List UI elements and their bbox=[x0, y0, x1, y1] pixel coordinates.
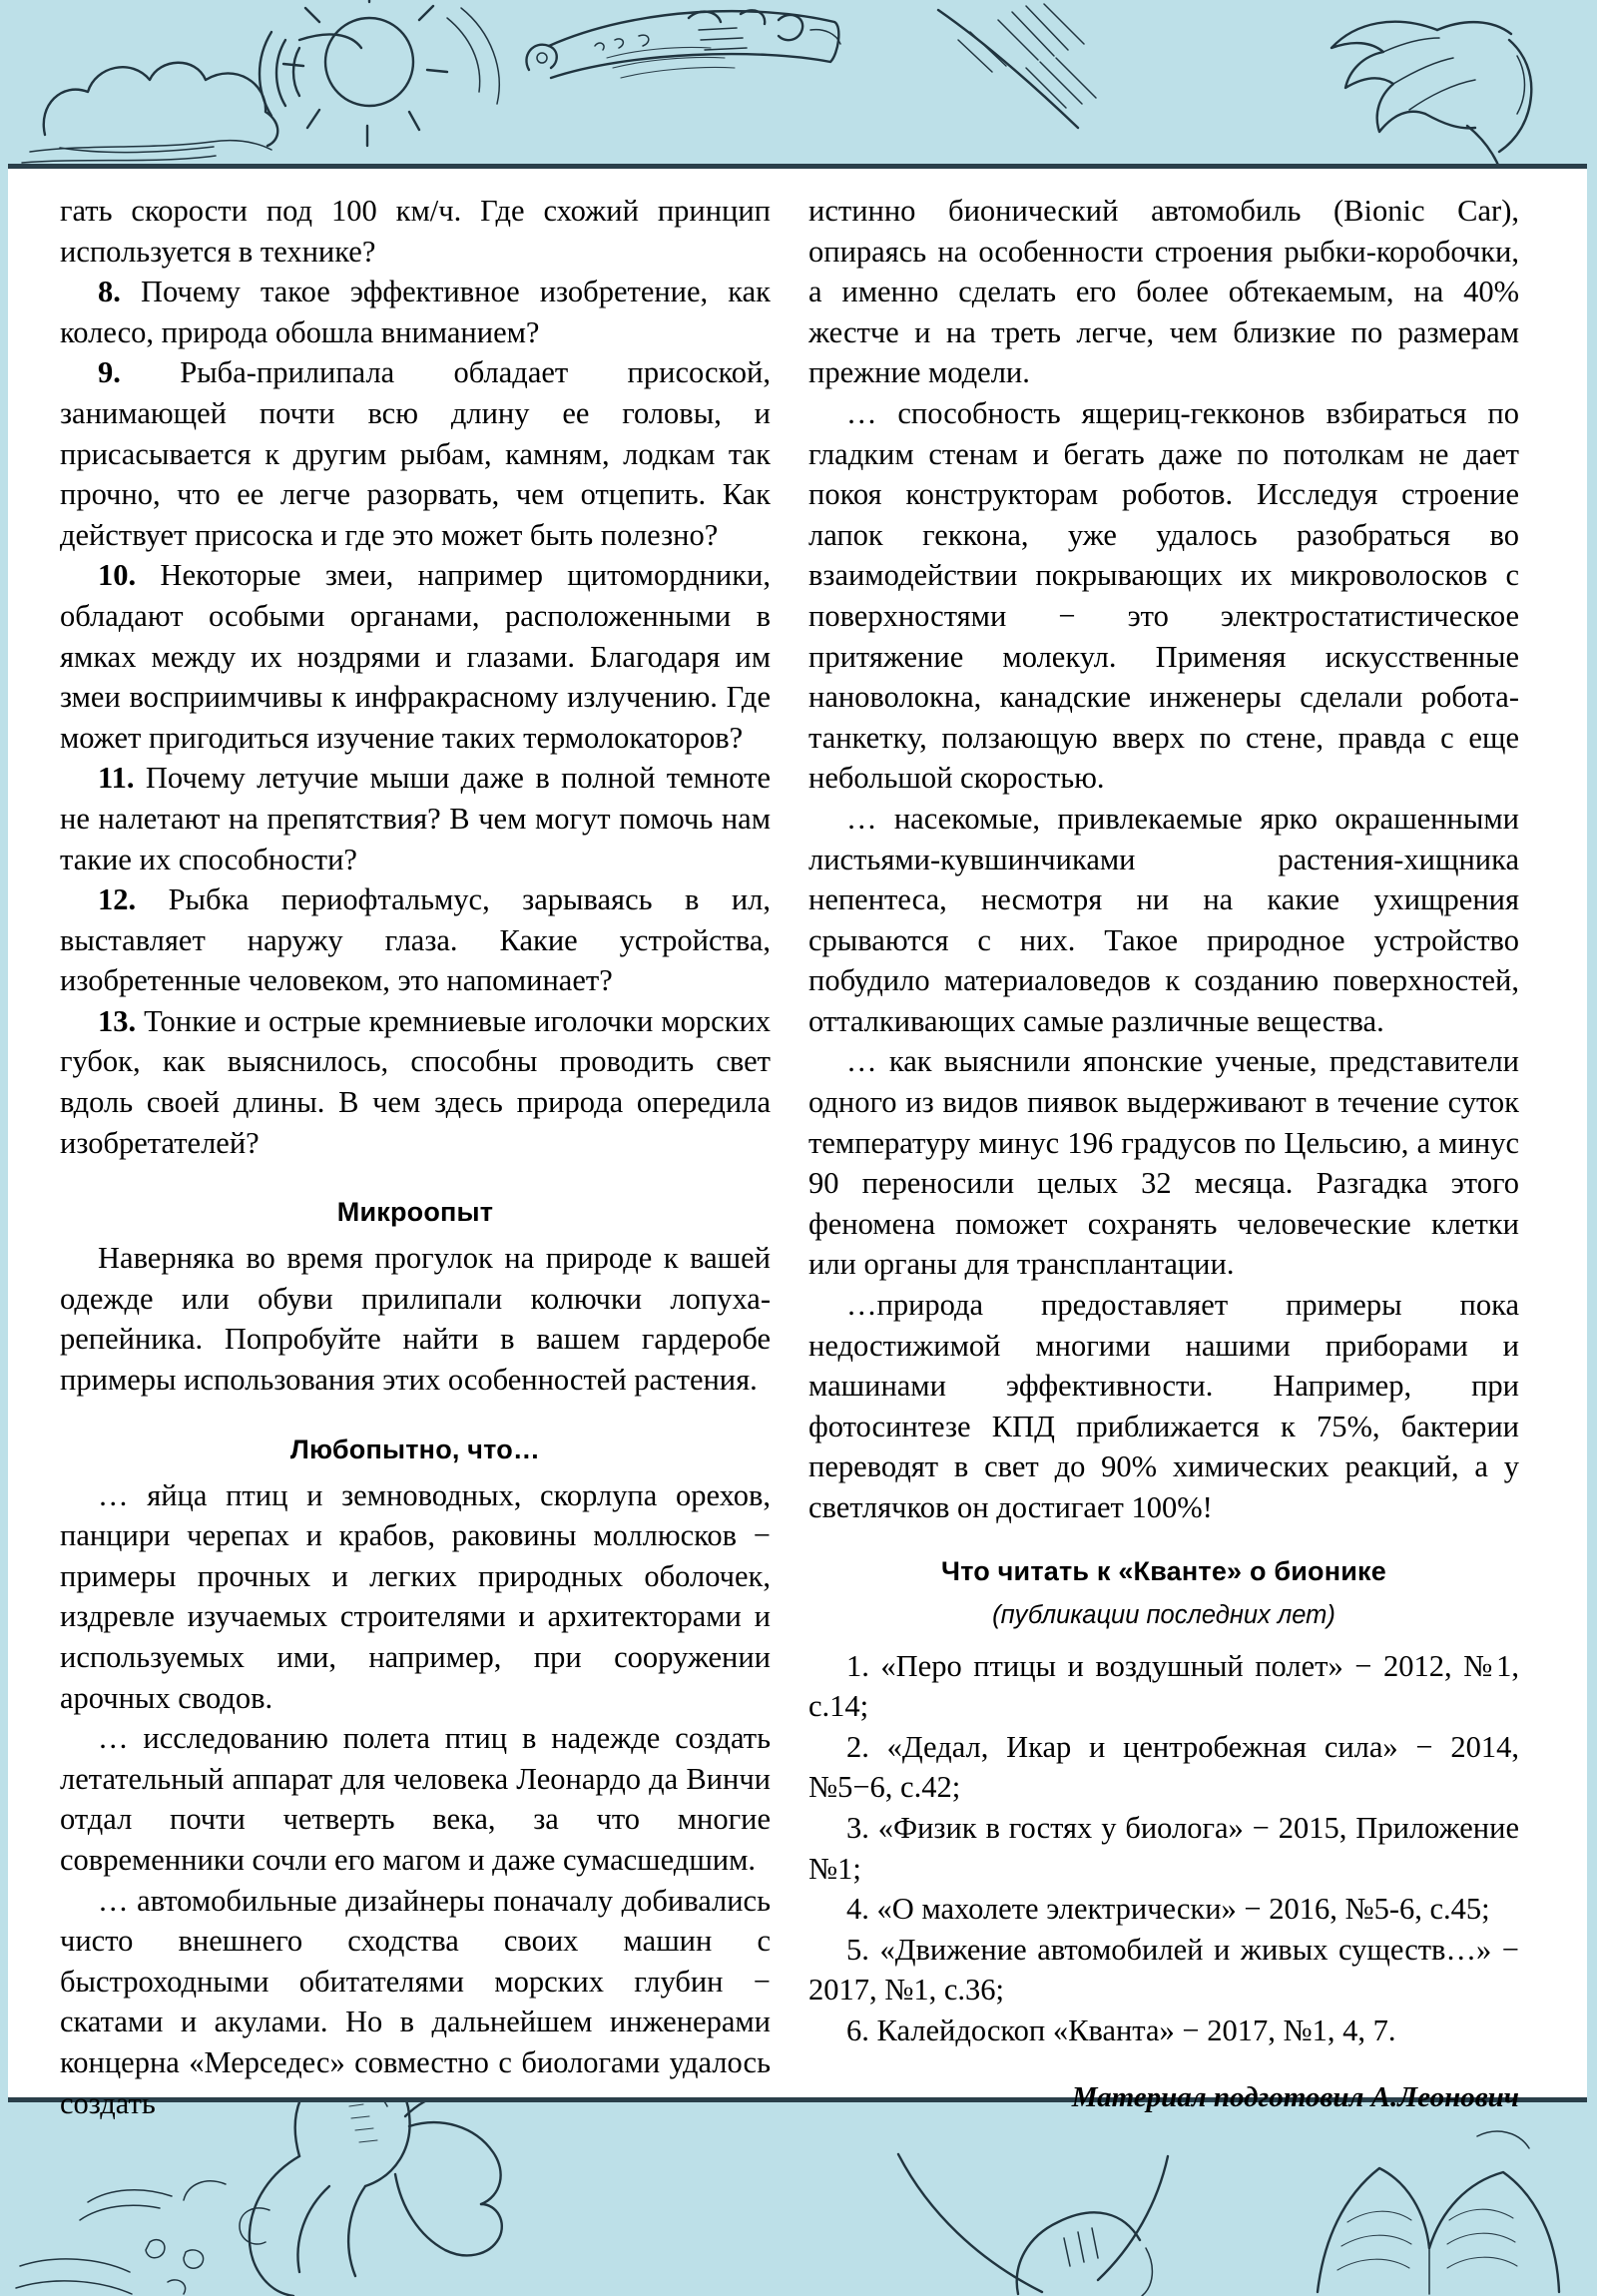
question-item bbox=[60, 555, 771, 758]
continued-paragraph-left: гать скорости под 100 км/ч. Где схожий принцип используется в технике? bbox=[60, 194, 771, 269]
hatch-sketch bbox=[938, 4, 1096, 128]
reading-list bbox=[808, 1646, 1519, 2051]
sun-sketch bbox=[283, 0, 499, 146]
reading-list-item: 2. «Дедал, Икар и центробежная сила» − 2014, №5−6, с.42; bbox=[808, 1729, 1519, 1805]
curious-item: … яйца птиц и земноводных, скорлупа орехов, панцири черепах и крабов, раковины моллюсков − примеры прочных и легких природных оболочек, издревле изучаемых строителями и архитекторами и используемых ими, например, при сооружении арочных сводов. bbox=[60, 1477, 771, 1715]
question-number: 12. bbox=[98, 882, 137, 917]
question-number: 11. bbox=[98, 761, 135, 796]
cloud-sketch bbox=[22, 63, 277, 163]
section-heading-microexperiment: Микроопыт bbox=[336, 1197, 494, 1228]
question-number: 13. bbox=[98, 1003, 137, 1038]
question-text: Рыба-прилипала обладает присоской, занимающей почти всю длину ее головы, и присасывается к другим рыбам, камням, лодкам так прочно, что ее легче разорвать, чем отцепить. Как действует присоска и где это может быть полезно? bbox=[60, 355, 772, 552]
article-panel bbox=[8, 164, 1587, 2120]
reading-list-item: 6. Калейдоскоп «Кванта» − 2017, №1, 4, 7. bbox=[846, 2012, 1396, 2047]
curious-item: … насекомые, привлекаемые ярко окрашенными листьями-кувшинчиками растения-хищника непентеса, несмотря ни на какие ухищрения срываются с них. Такое природное устройство побудило материаловедов к созданию поверхностей, отталкивающих самые различные вещества. bbox=[808, 801, 1519, 1038]
section-heading-curious: Любопытно, что… bbox=[289, 1434, 541, 1464]
scroll-manuscript-sketch bbox=[526, 10, 840, 78]
reading-subtitle: (публикации последних лет) bbox=[992, 1600, 1335, 1629]
question-number: 10. bbox=[98, 558, 137, 593]
curious-item: … автомобильные дизайнеры поначалу добивались чисто внешнего сходства своих машин с быстроходными обитателями морских глубин − скатами и акулами. Но в дальнейшем инженерами концерна «Мерседес» совместно с биологами удалось создать bbox=[60, 1883, 771, 2120]
question-number: 9. bbox=[98, 355, 121, 390]
microexperiment-body: Наверняка во время прогулок на природе к вашей одежде или обуви прилипали колючки лопуха-репейника. Попробуйте найти в вашем гардеробе примеры использования этих особенностей растения. bbox=[60, 1241, 771, 1398]
reading-list-item: 3. «Физик в гостях у биолога» − 2015, Приложение №1; bbox=[808, 1810, 1519, 1886]
question-text: Некоторые змеи, например щитомордники, обладают особыми органами, расположенными в ямках между их ноздрями и глазами. Благодаря им змеи восприимчивы к инфракрасному излучению. Где может пригодиться изучение таких термолокаторов? bbox=[60, 558, 771, 755]
question-item bbox=[60, 1001, 771, 1163]
right-column bbox=[808, 191, 1519, 2113]
question-text: Почему летучие мыши даже в полной темноте не налетают на препятствия? В чем могут помочь нам такие их способности? bbox=[60, 761, 771, 876]
left-column bbox=[60, 191, 772, 2120]
curious-item: … как выяснили японские ученые, представители одного из видов пиявок выдерживают в течение суток температуру минус 196 градусов по Цельсию, а минус 90 переносили целых 32 месяца. Разгадка этого феномена поможет сохранять человеческие клетки или органы для трансплантации. bbox=[808, 1044, 1519, 1282]
signal-arcs-sketch bbox=[260, 32, 299, 116]
question-text: Почему такое эффективное изобретение, как колесо, природа обошла вниманием? bbox=[60, 275, 772, 349]
article-columns bbox=[60, 191, 1535, 2120]
question-item bbox=[60, 272, 771, 352]
waves-sketch bbox=[16, 2259, 132, 2294]
section-heading-reading: Что читать к «Кванте» о бионике bbox=[941, 1555, 1386, 1586]
continued-paragraph-right: истинно бионический автомобиль (Bionic Car), опираясь на особенности строения рыбки-коробочки, а именно сделать его более обтекаемым, на 40% жестче и на треть легче, чем близкие по размерам прежние модели. bbox=[808, 194, 1519, 390]
question-number: 8. bbox=[98, 275, 121, 309]
article-byline: Материал подготовил А.Леонович bbox=[1071, 2080, 1519, 2113]
question-item bbox=[60, 758, 771, 879]
reading-list-item: 1. «Перо птицы и воздушный полет» − 2012, №1, с.14; bbox=[808, 1648, 1519, 1724]
open-book-sketch bbox=[1318, 2131, 1559, 2294]
ribbon-sketch bbox=[898, 2154, 1168, 2296]
curious-item: …природа предоставляет примеры пока недостижимой многими нашими приборами и машинами эффективности. Например, при фотосинтезе КПД приближается к 75%, бактерии переводят в свет до 90% химических реакций, а у светлячков он достигает 100%! bbox=[808, 1288, 1519, 1524]
curious-item: … способность ящериц-гекконов взбираться по гладким стенам и бегать даже по потолкам не дает покоя конструкторам роботов. Исследуя строение лапок геккона, уже удалось разобраться во взаимодействии покрывающих их микроволосков с поверхностями − это электростатистическое притяжение молекул. Применяя искусственные нановолокна, канадские инженеры сделали робота-танкетку, ползающую вверх по стене, правда с еще небольшой скоростью. bbox=[808, 395, 1519, 796]
curious-item: … исследованию полета птиц в надежде создать летательный аппарат для человека Леонардо да Винчи отдал почти четверть века, за что многие современники сочли его магом и даже сумасшедшим. bbox=[60, 1721, 771, 1877]
question-text: Рыбка периофтальмус, зарываясь в ил, выставляет наружу глаза. Какие устройства, изобретенные человеком, это напоминает? bbox=[60, 882, 772, 998]
reading-list-item: 5. «Движение автомобилей и живых существ…» − 2017, №1, с.36; bbox=[808, 1932, 1519, 2008]
question-item bbox=[60, 879, 771, 1001]
question-item bbox=[60, 352, 771, 555]
reading-list-item: 4. «О махолете электрически» − 2016, №5-6, с.45; bbox=[846, 1892, 1490, 1927]
question-text: Тонкие и острые кремниевые иголочки морских губок, как выяснилось, способны проводить свет вдоль своей длины. В чем здесь природа опередила изобретателей? bbox=[60, 1003, 772, 1160]
